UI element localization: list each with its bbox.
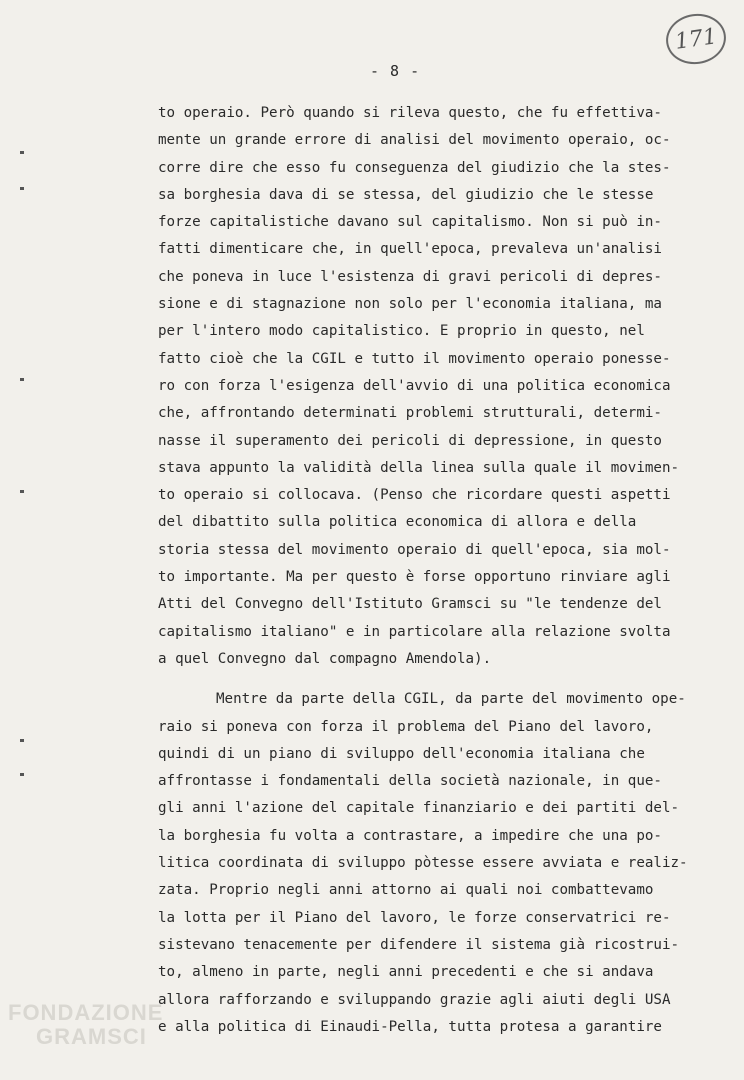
text-line: gli anni l'azione del capitale finanziario e dei partiti del- [158,800,680,817]
text-line: to operaio. Però quando si rileva questo, che fu effettiva- [158,105,662,121]
text-line: mente un grande errore di analisi del movimento operaio, oc- [158,132,671,149]
punch-hole-mark [20,739,24,742]
text-line: a quel Convegno dal compagno Amendola). [158,650,492,667]
punch-hole-mark [20,773,24,776]
text-line: Mentre da parte della CGIL, da parte del movimento ope- [216,691,686,708]
text-line: fatto cioè che la CGIL e tutto il movimento operaio ponesse- [158,350,671,367]
text-line: la lotta per il Piano del lavoro, le forze conservatrici re- [158,909,671,926]
text-line: ro con forza l'esigenza dell'avvio di una politica economica [158,377,671,394]
text-line: allora rafforzando e sviluppando grazie agli aiuti degli USA [158,991,671,1008]
text-line: stava appunto la validità della linea sulla quale il movimen- [158,459,680,476]
text-line: corre dire che esso fu conseguenza del giudizio che la stes- [158,159,671,176]
text-line: affrontasse i fondamentali della società nazionale, in que- [158,773,662,790]
text-line: e alla politica di Einaudi-Pella, tutta protesa a garantire [158,1018,662,1035]
text-line: che, affrontando determinati problemi strutturali, determi- [158,405,662,422]
text-line: to operaio si collocava. (Penso che ricordare questi aspetti [158,487,671,504]
punch-hole-mark [20,151,24,154]
text-line: raio si poneva con forza il problema del Piano del lavoro, [158,718,654,735]
text-line: sa borghesia dava di se stessa, del giudizio che le stesse [158,186,654,203]
text-line: zata. Proprio negli anni attorno ai quali noi combattevamo [158,882,654,899]
paragraph-gap [158,673,728,686]
punch-hole-mark [20,187,24,190]
text-line: to, almeno in parte, negli anni precedenti e che si andava [158,964,654,981]
watermark-line-2: GRAMSCI [36,1024,147,1049]
archive-watermark [8,1000,163,1050]
text-line: to importante. Ma per questo è forse opportuno rinviare agli [158,569,671,586]
typewritten-body [158,100,728,1041]
text-line: forze capitalistiche davano sul capitalismo. Non si può in- [158,214,662,231]
text-line: storia stessa del movimento operaio di quell'epoca, sia mol- [158,541,671,558]
text-line: che poneva in luce l'esistenza di gravi pericoli di depres- [158,268,662,285]
page-number: - 8 - [370,62,421,80]
punch-hole-mark [20,378,24,381]
text-line: quindi di un piano di sviluppo dell'economia italiana che [158,745,645,762]
text-line: litica coordinata di sviluppo pòtesse essere avviata e realiz- [158,855,688,872]
text-line: del dibattito sulla politica economica di allora e della [158,514,637,531]
watermark-line-1: FONDAZIONE [8,1000,164,1025]
text-line: la borghesia fu volta a contrastare, a impedire che una po- [158,827,662,844]
text-line: fatti dimenticare che, in quell'epoca, prevaleva un'analisi [158,241,662,258]
text-line: sione e di stagnazione non solo per l'economia italiana, ma [158,296,662,313]
archive-number-stamp: 171 [663,10,729,68]
punch-hole-mark [20,490,24,493]
text-line: sistevano tenacemente per difendere il sistema già ricostrui- [158,936,680,953]
text-line: nasse il superamento dei pericoli di depressione, in questo [158,432,662,449]
text-line: Atti del Convegno dell'Istituto Gramsci su "le tendenze del [158,596,662,613]
text-line: capitalismo italiano" e in particolare alla relazione svolta [158,623,671,640]
text-line: per l'intero modo capitalistico. E proprio in questo, nel [158,323,645,340]
